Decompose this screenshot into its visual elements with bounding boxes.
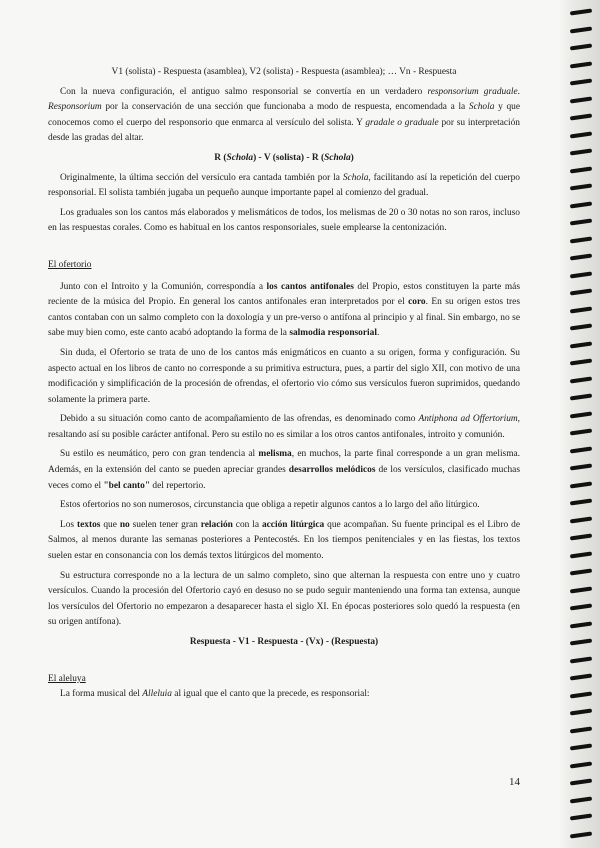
binding-coil: [570, 691, 592, 698]
binding-coil: [570, 638, 592, 645]
binding-coil: [570, 726, 592, 733]
binding-coil: [570, 78, 592, 85]
binding-coil: [570, 411, 592, 418]
responsorial-scheme: V1 (solista) - Respuesta (asamblea), V2 (solista) - Respuesta (asamblea); … Vn - Respuesta: [111, 67, 457, 77]
binding-coil: [570, 621, 592, 628]
binding-coil: [570, 656, 592, 663]
binding-coil: [570, 603, 592, 610]
page-number: 14: [509, 776, 520, 788]
ofertorio-scheme: Respuesta - V1 - Respuesta - (Vx) - (Respuesta): [189, 637, 379, 647]
binding-coil: [570, 533, 592, 540]
binding-coil: [570, 96, 592, 103]
binding-coil: [570, 586, 592, 593]
binding-coil: [570, 428, 592, 435]
binding-coil: [570, 253, 592, 260]
binding-coil: [570, 708, 592, 715]
binding-coil: [570, 568, 592, 575]
binding-coil: [570, 463, 592, 470]
binding-coil: [570, 43, 592, 50]
binding-coil: [570, 393, 592, 400]
binding-coil: [570, 113, 592, 120]
binding-coil: [570, 61, 592, 68]
page-content: [48, 64, 520, 707]
paragraph: Los graduales son los cantos más elaborados y melismáticos de todos, los melismas de 20 o 30 notas no son raros, incluso en las respuestas corales. Como es habitual en los cantos responsoriales, suele emplearse la centonización.: [48, 207, 520, 234]
section-heading-ofertorio: El ofertorio: [48, 259, 92, 270]
binding-coil: [570, 551, 592, 558]
paragraph: Estos ofertorios no son numerosos, circunstancia que obliga a repetir algunos cantos a lo largo del año litúrgico.: [60, 500, 480, 511]
paragraph: Sin duda, el Ofertorio se trata de uno de los cantos más enigmáticos en cuanto a su origen, forma y configuración. Su aspecto actual en los libros de canto no corresponde a su primitiva estructura, pues, a partir del siglo XII, con motivo de una modificación y simplificación de la procesión de ofrendas, el ofertorio vio cómo sus versículos fueron suprimidos, quedando solamente la primera parte.: [48, 347, 520, 405]
binding-coil: [570, 516, 592, 523]
binding-coil: [570, 26, 592, 33]
binding-coil: [570, 271, 592, 278]
binding-coil: [570, 778, 592, 785]
paragraph: La forma musical del Alleluia al igual que el canto que la precede, es responsorial:: [60, 689, 370, 700]
binding-coil: [570, 236, 592, 243]
paragraph: Con la nueva configuración, el antiguo salmo responsorial se convertía en un verdadero responsorium graduale. Responsorium por la conservación de una sección que funcionaba a modo de respuesta, encomendada a la Schola y que conocemos como el cuerpo del responsorio que enmarca al versículo del solista. Y gradale o graduale por su interpretación desde las gradas del altar.: [48, 86, 520, 144]
binding-coil: [570, 131, 592, 138]
paragraph: Junto con el Introito y la Comunión, correspondía a los cantos antifonales del Propio, estos constituyen la parte más reciente de la música del Propio. En general los cantos antifonales eran interpretados por el coro. En su origen estos tres cantos contaban con un salmo completo con la doxología y un pre-verso o antífona al principio y al final. Sin embargo, no se sabe muy bien como, este canto acabó adoptando la forma de la salmodia responsorial.: [48, 281, 520, 339]
binding-coil: [570, 166, 592, 173]
paragraph: Su estilo es neumático, pero con gran tendencia al melisma, en muchos, la parte final corresponde a un gran melisma. Además, en la extensión del canto se pueden apreciar grandes desarrollos melódicos de los versículos, clasificado muchas veces como el "bel canto" del repertorio.: [48, 449, 520, 491]
paragraph: Debido a su situación como canto de acompañamiento de las ofrendas, es denominado como Antiphona ad Offertorium, resaltando así su posible carácter antifonal. Pero su estilo no es similar a los otros cantos antifonales, introito y comunión.: [48, 414, 520, 440]
paragraph: Los textos que no suelen tener gran relación con la acción litúrgica que acompañan. Su fuente principal es el Libro de Salmos, al menos durante las semanas posteriores a Pentecostés. En los tiempos penitenciales y en las fiestas, los textos suelen estar en consonancia con los demás textos litúrgicos del momento.: [48, 519, 520, 562]
binding-coil: [570, 446, 592, 453]
binding-coil: [570, 761, 592, 768]
binding-coil: [570, 813, 592, 820]
binding-coil: [570, 218, 592, 225]
spiral-binding: [560, 0, 600, 848]
binding-coil: [570, 306, 592, 313]
binding-coil: [570, 673, 592, 680]
section-heading-aleluya: El aleluya: [48, 673, 86, 684]
binding-coil: [570, 341, 592, 348]
binding-coil: [570, 376, 592, 383]
paragraph: Originalmente, la última sección del versículo era cantada también por la Schola, facilitando así la repetición del cuerpo responsorial. El solista también jugaba un pequeño aunque importante papel al comienzo del gradual.: [48, 172, 520, 199]
binding-coil: [570, 796, 592, 803]
binding-coil: [570, 358, 592, 365]
binding-coil: [570, 148, 592, 155]
binding-coil: [570, 323, 592, 330]
binding-coil: [570, 288, 592, 295]
binding-coil: [570, 831, 592, 838]
binding-coil: [570, 8, 592, 15]
gradual-scheme: R (Schola) - V (solista) - R (Schola): [214, 152, 354, 163]
paragraph: Su estructura corresponde no a la lectura de un salmo completo, sino que alternan la respuesta con entre uno y cuatro versículos. Cuando la procesión del Ofertorio cayó en desuso no se pudo seguir manteniendo una forma tan extensa, aunque los versículos del Ofertorio no empezaron a desaparecer hasta el siglo XI. En épocas posteriores solo quedó la respuesta (en su origen antífona).: [48, 570, 520, 628]
binding-coil: [570, 201, 592, 208]
binding-coil: [570, 183, 592, 190]
binding-coil: [570, 481, 592, 488]
binding-coil: [570, 498, 592, 505]
binding-coil: [570, 743, 592, 750]
